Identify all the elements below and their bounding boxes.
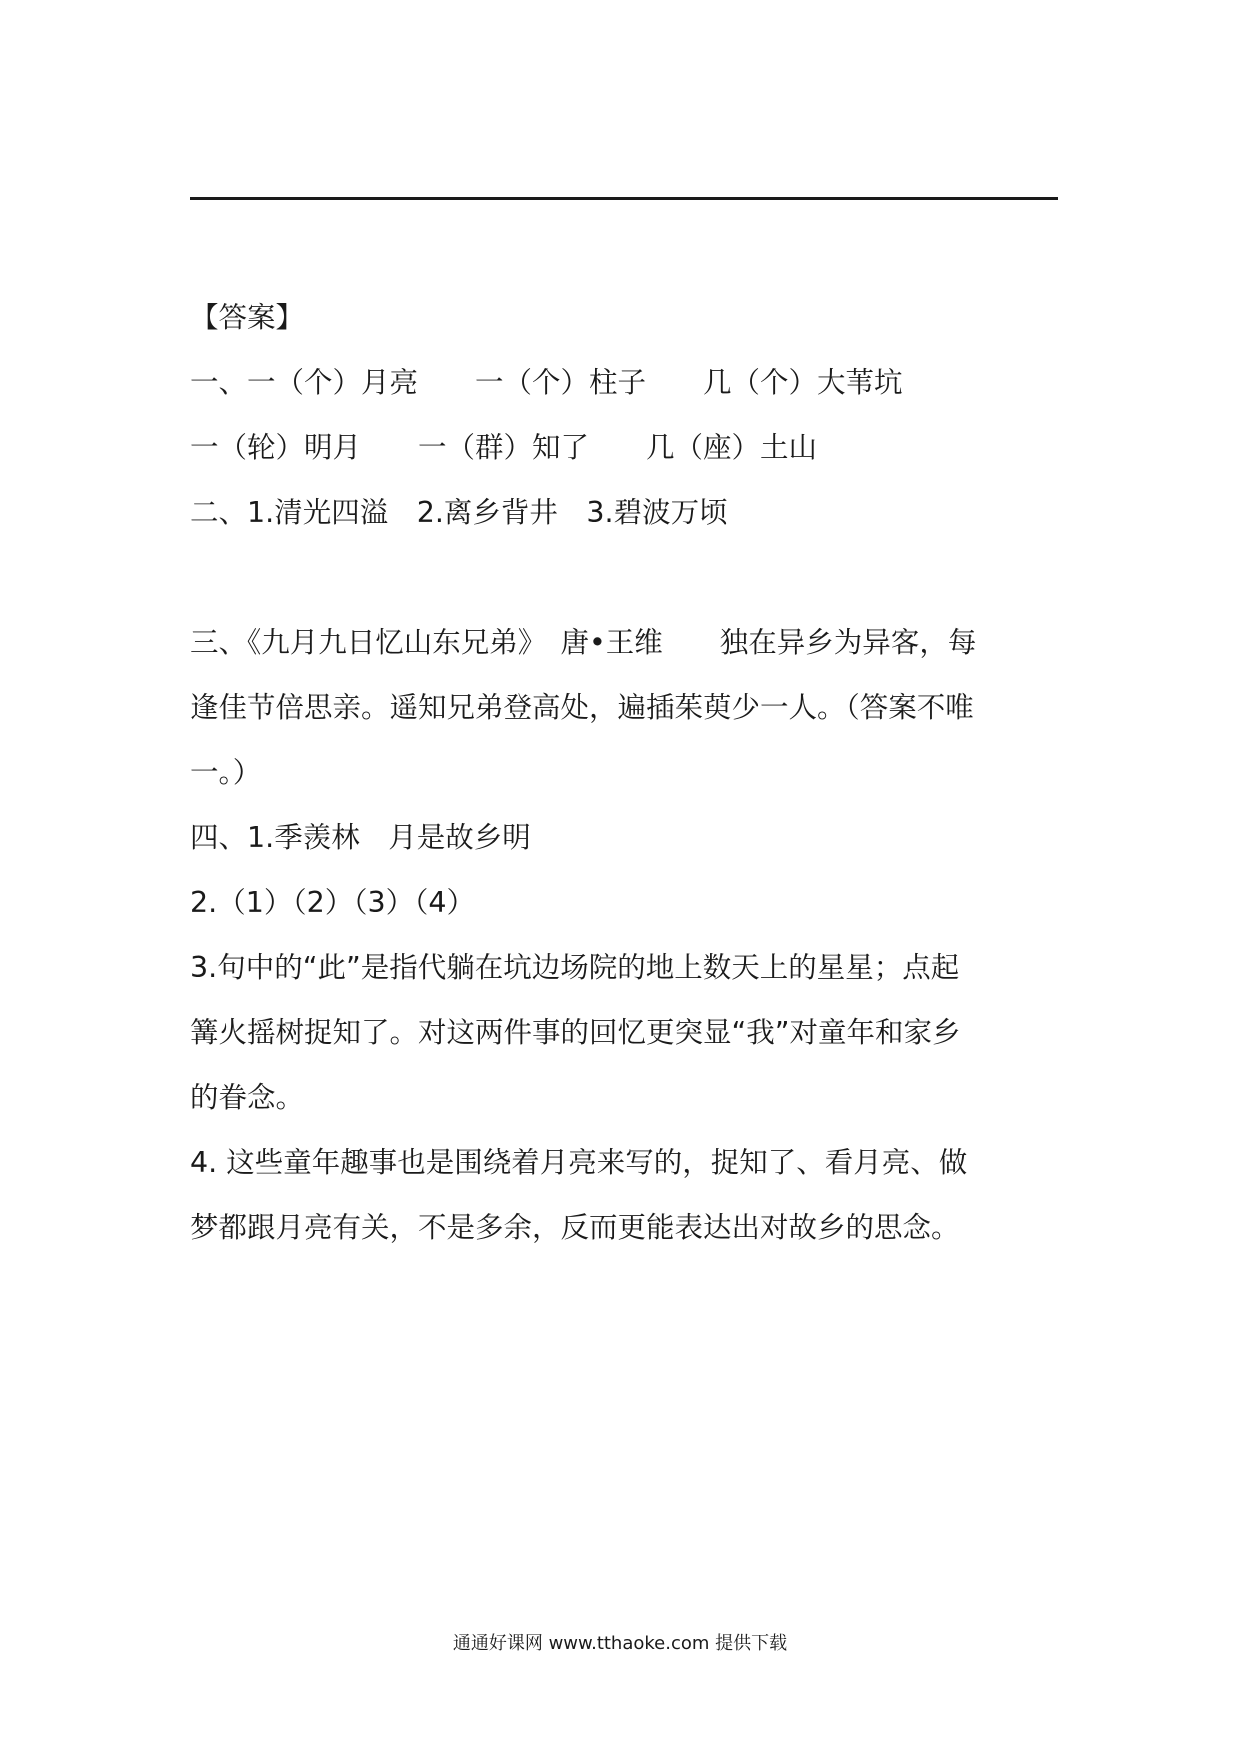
answer-line-8: 2.（1）（2）（3）（4） [190,886,475,919]
answer-line-5: 逢佳节倍思亲。遥知兄弟登高处，遍插茱萸少一人。（答案不唯 [190,691,974,724]
answer-line-10: 篝火摇树捉知了。对这两件事的回忆更突显“我”对童年和家乡 [190,1016,961,1049]
answer-line-9: 3.句中的“此”是指代躺在坑边场院的地上数天上的星星；点起 [190,951,960,984]
answer-heading: 【答案】 [190,301,305,334]
answer-line-1: 一、一（个）月亮 一（个）柱子 几（个）大苇坑 [190,366,903,399]
paragraph-gap [190,545,1060,610]
answer-line-13: 梦都跟月亮有关，不是多余，反而更能表达出对故乡的思念。 [190,1211,960,1244]
answer-body [190,285,1060,1260]
answer-line-11: 的眷念。 [190,1081,305,1114]
answer-line-2: 一（轮）明月 一（群）知了 几（座）土山 [190,431,818,464]
page-footer: 通通好课网 www.tthaoke.com 提供下载 [452,1633,788,1654]
answer-line-3: 二、1.清光四溢 2.离乡背井 3.碧波万顷 [190,496,728,529]
header-rule [190,197,1058,200]
answer-line-4: 三、《九月九日忆山东兄弟》 唐•王维 独在异乡为异客，每 [190,626,977,659]
answer-line-7: 四、1.季羡林 月是故乡明 [190,821,531,854]
answer-line-12: 4. 这些童年趣事也是围绕着月亮来写的，捉知了、看月亮、做 [190,1146,968,1179]
answer-line-6: 一。） [190,756,262,789]
